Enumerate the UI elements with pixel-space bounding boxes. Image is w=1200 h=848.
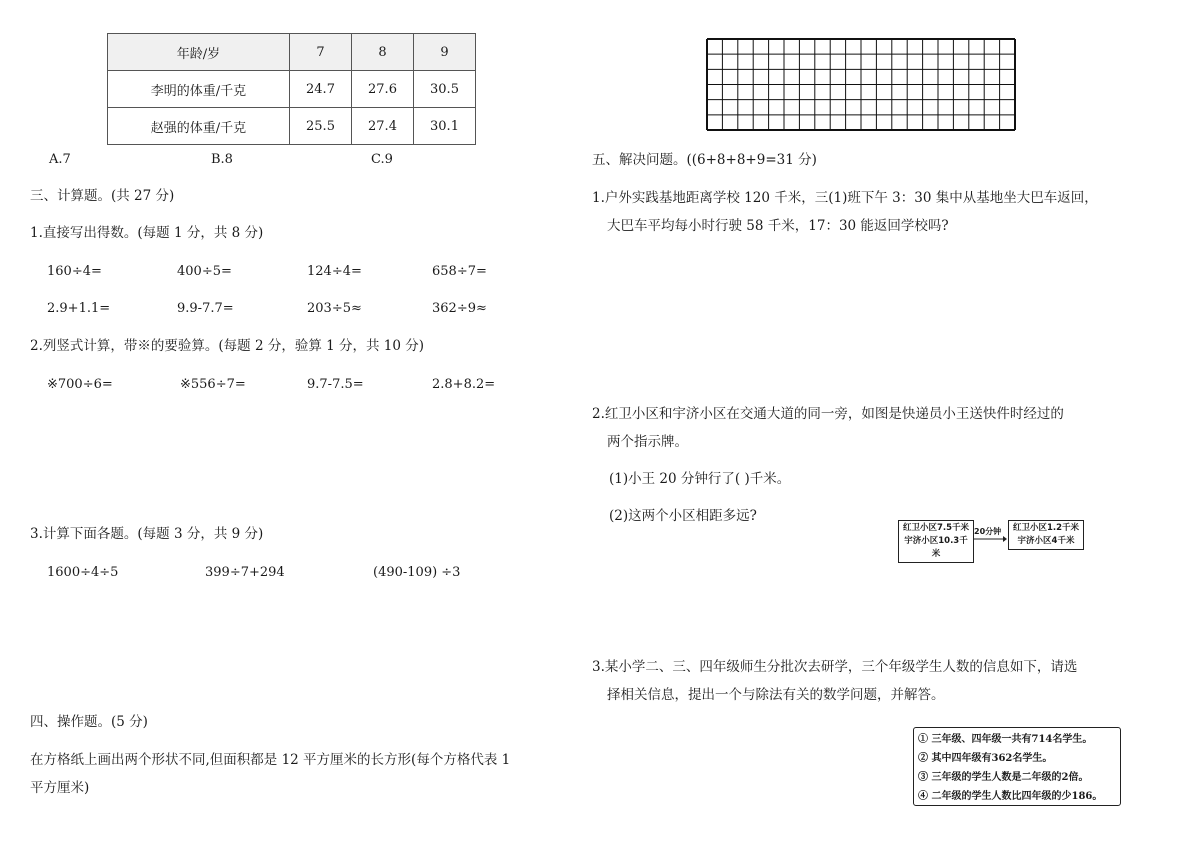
section5-q1-line1: 1.户外实践基地距离学校 120 千米，三(1)班下午 3：30 集中从基地坐大巴车返回， — [592, 190, 1098, 206]
section5-q3-line1: 3.某小学二、三、四年级师生分批次去研学，三个年级学生人数的信息如下，请选 — [592, 659, 1078, 675]
calc-item: 658÷7= — [432, 264, 487, 279]
calc-item: 362÷9≈ — [432, 301, 487, 316]
vertical-calc-item: ※556÷7= — [180, 377, 246, 392]
road-sign-second — [1008, 520, 1084, 550]
mixed-calc-item: 1600÷4÷5 — [47, 565, 119, 580]
section5-q3-line2: 择相关信息，提出一个与除法有关的数学问题，并解答。 — [607, 687, 945, 703]
table-cell: 李明的体重/千克 — [108, 71, 290, 108]
section5-q1-line2: 大巴车平均每小时行驶 58 千米，17：30 能返回学校吗? — [607, 218, 949, 234]
calc-item: 124÷4= — [307, 264, 362, 279]
table-row — [108, 71, 476, 108]
sign-line: 宇济小区10.3千米 — [904, 536, 968, 559]
info-item: ① 三年级、四年级一共有714名学生。 — [918, 734, 1093, 745]
calc-item: 2.9+1.1= — [47, 301, 111, 316]
option-a: A.7 — [49, 152, 71, 167]
section5-q2-line2: 两个指示牌。 — [607, 434, 688, 450]
table-cell: 年龄/岁 — [108, 34, 290, 71]
section5-q2-sub1: (1)小王 20 分钟行了( )千米。 — [609, 471, 791, 487]
calc-item: 160÷4= — [47, 264, 102, 279]
mixed-calc-item: 399÷7+294 — [205, 565, 285, 580]
info-item: ② 其中四年级有362名学生。 — [918, 753, 1053, 764]
table-cell: 赵强的体重/千克 — [108, 108, 290, 145]
sign-time-label: 20分钟 — [974, 527, 1002, 536]
grid-paper — [706, 38, 1016, 131]
info-item: ④ 二年级的学生人数比四年级的少186。 — [918, 791, 1103, 802]
table-row — [108, 108, 476, 145]
arrow-right-icon — [973, 535, 1007, 543]
sign-line: 红卫小区7.5千米 — [902, 523, 970, 533]
vertical-calc-item: 9.7-7.5= — [307, 377, 364, 392]
option-c: C.9 — [371, 152, 393, 167]
info-item: ③ 三年级的学生人数是二年级的2倍。 — [918, 772, 1089, 783]
section3-q3-title: 3.计算下面各题。(每题 3 分，共 9 分) — [30, 526, 264, 542]
table-cell: 9 — [414, 34, 476, 71]
section3-q2-title: 2.列竖式计算，带※的要验算。(每题 2 分，验算 1 分，共 10 分) — [30, 338, 425, 354]
calc-item: 9.9-7.7= — [177, 301, 234, 316]
sign-line: 红卫小区1.2千米 — [1012, 523, 1080, 533]
table-cell: 8 — [352, 34, 414, 71]
section5-q2-line1: 2.红卫小区和宇济小区在交通大道的同一旁，如图是快递员小王送快件时经过的 — [592, 406, 1064, 422]
section3-title: 三、计算题。(共 27 分) — [30, 188, 175, 204]
table-cell: 24.7 — [290, 71, 352, 108]
section4-line1: 在方格纸上画出两个形状不同,但面积都是 12 平方厘米的长方形(每个方格代表 1 — [30, 752, 511, 768]
section5-title: 五、解决问题。((6+8+8+9=31 分) — [592, 152, 817, 168]
table-cell: 30.5 — [414, 71, 476, 108]
section4-title: 四、操作题。(5 分) — [30, 714, 148, 730]
option-b: B.8 — [211, 152, 233, 167]
sign-line: 宇济小区4千米 — [1017, 536, 1075, 546]
section4-line2: 平方厘米) — [30, 780, 90, 796]
vertical-calc-item: ※700÷6= — [47, 377, 113, 392]
age-weight-table — [107, 33, 476, 145]
mixed-calc-item: (490-109) ÷3 — [373, 565, 461, 580]
section5-q2-sub2: (2)这两个小区相距多远? — [609, 508, 757, 524]
table-cell: 7 — [290, 34, 352, 71]
table-cell: 27.6 — [352, 71, 414, 108]
table-cell: 25.5 — [290, 108, 352, 145]
road-sign-first — [898, 520, 974, 563]
table-header-row — [108, 34, 476, 71]
student-info-box — [913, 727, 1121, 806]
vertical-calc-item: 2.8+8.2= — [432, 377, 496, 392]
calc-item: 400÷5= — [177, 264, 232, 279]
table-cell: 30.1 — [414, 108, 476, 145]
table-cell: 27.4 — [352, 108, 414, 145]
calc-item: 203÷5≈ — [307, 301, 362, 316]
section3-q1-title: 1.直接写出得数。(每题 1 分，共 8 分) — [30, 225, 264, 241]
